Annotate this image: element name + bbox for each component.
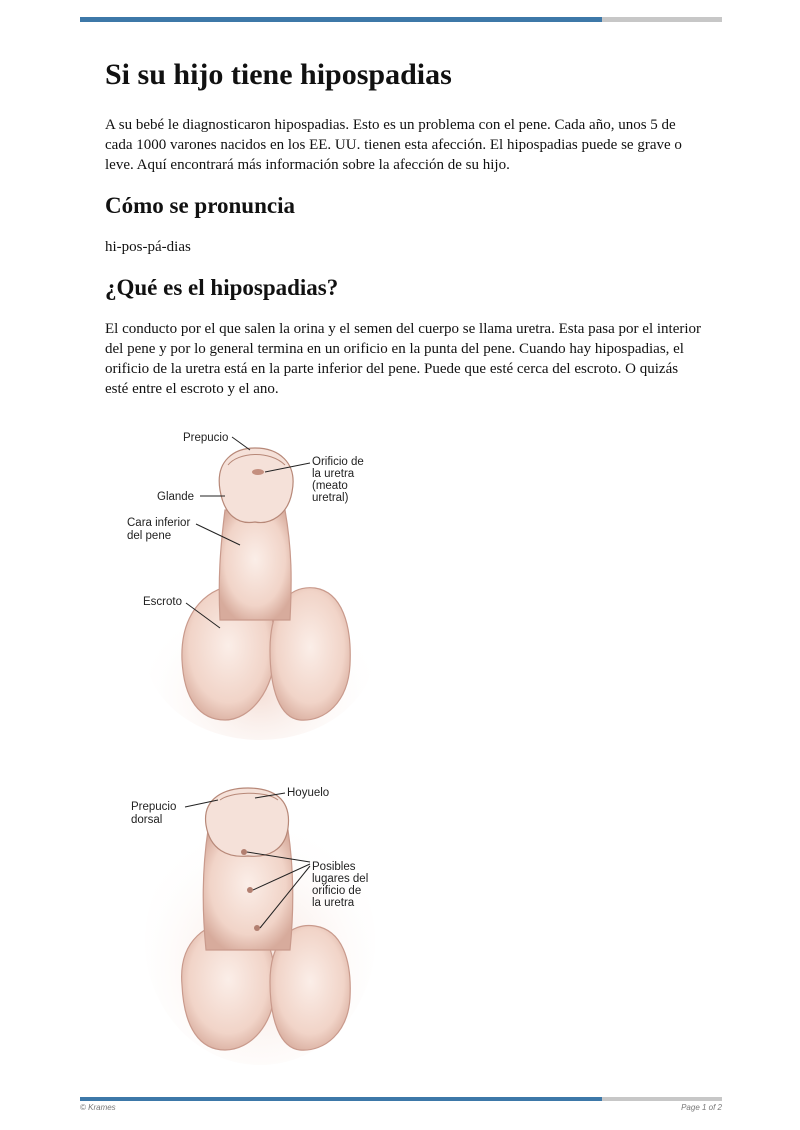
label-posibles-2: lugares del <box>312 873 369 885</box>
header-progress-bar <box>80 17 722 22</box>
label-glande: Glande <box>157 491 195 503</box>
pronunciation-text: hi-pos-pá-dias <box>105 239 191 255</box>
label-orificio-1: Orificio de <box>312 456 364 468</box>
footer-progress-bar <box>80 1097 722 1101</box>
possible-opening <box>254 925 260 931</box>
urethral-opening <box>252 469 264 475</box>
label-posibles-4: la uretra <box>312 897 355 909</box>
label-cara-1: Cara inferior <box>127 517 191 529</box>
penis-shaft <box>219 510 291 620</box>
label-escroto: Escroto <box>143 596 182 608</box>
label-orificio-4: uretral) <box>312 492 349 504</box>
possible-opening <box>247 887 253 893</box>
illustration-hypospadias <box>120 770 400 1070</box>
leader-line <box>232 437 250 450</box>
glans <box>219 448 293 523</box>
label-prepucio-2: dorsal <box>131 814 163 826</box>
normal-anatomy-drawing <box>120 420 400 740</box>
what-is-paragraph: El conducto por el que salen la orina y el semen del cuerpo se llama uretra. Esta pasa por el interior del pene y por lo general termina en un orificio en la punta del pene. Cuando hay hipospadias, el orificio de la uretra está en la parte inferior del pene. Puede que esté cerca del escroto. O quizás esté entre el escroto y el ano. <box>105 321 702 397</box>
illustration-normal-anatomy <box>120 420 400 740</box>
label-hoyuelo: Hoyuelo <box>287 787 330 799</box>
possible-opening <box>241 849 247 855</box>
label-prepucio: Prepucio <box>183 432 229 444</box>
label-cara-2: del pene <box>127 530 172 542</box>
page-title: Si su hijo tiene hipospadias <box>105 58 452 91</box>
header-progress-fill <box>80 17 602 22</box>
section-heading-pronunciation: Cómo se pronuncia <box>105 193 295 218</box>
hypospadias-drawing <box>120 770 400 1070</box>
footer-page-number: Page 1 of 2 <box>681 1103 722 1112</box>
footer-copyright: © Krames <box>80 1103 116 1112</box>
document-body <box>105 56 705 415</box>
section-heading-what-is: ¿Qué es el hipospadias? <box>105 275 339 300</box>
label-posibles-1: Posibles <box>312 861 356 873</box>
label-orificio-2: la uretra <box>312 468 355 480</box>
label-posibles-3: orificio de <box>312 885 362 897</box>
intro-paragraph: A su bebé le diagnosticaron hipospadias. Esto es un problema con el pene. Cada año, unos 5 de cada 1000 varones nacidos en los EE. UU. tienen esta afección. El hipospadias puede se grave o leve. Aquí encontrará más información sobre la afección de su hijo. <box>105 117 682 173</box>
label-prepucio-1: Prepucio <box>131 801 177 813</box>
label-orificio-3: (meato <box>312 480 348 492</box>
footer-progress-fill <box>80 1097 602 1101</box>
